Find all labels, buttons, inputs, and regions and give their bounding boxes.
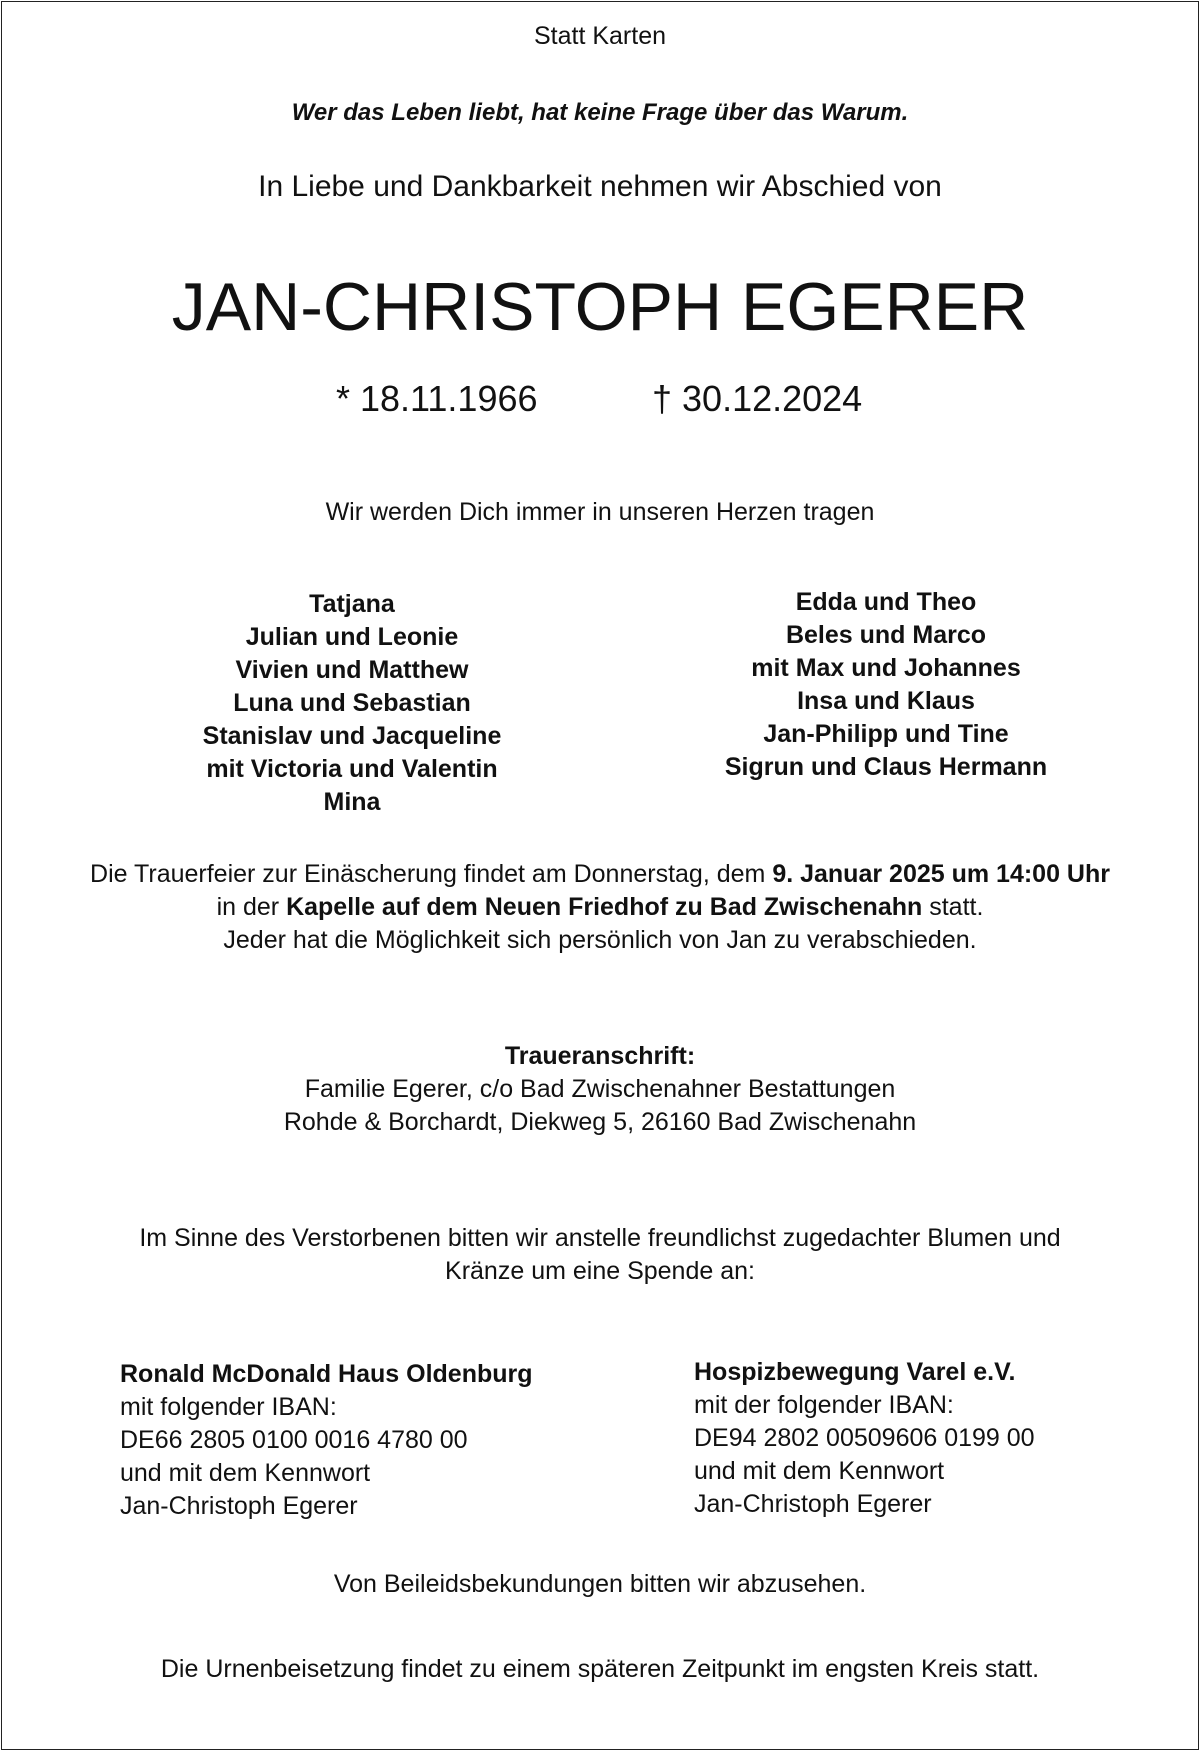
intro-text: In Liebe und Dankbarkeit nehmen wir Abschied von — [258, 170, 942, 203]
donation-line: Kränze um eine Spende an: — [445, 1257, 755, 1285]
donation-org: Hospizbewegung Varel e.V. — [694, 1358, 1016, 1386]
mourners-right — [686, 586, 1086, 784]
donation-recipient-right — [694, 1356, 1035, 1521]
ceremony-info — [0, 858, 1200, 957]
mourner-name: Insa und Klaus — [797, 687, 975, 715]
iban-number: DE94 2802 00509606 0199 00 — [694, 1424, 1035, 1452]
mourner-name: Vivien und Matthew — [235, 656, 469, 684]
mourner-name: mit Victoria und Valentin — [206, 755, 498, 783]
mourner-name: Luna und Sebastian — [233, 689, 471, 717]
address-line: Rohde & Borchardt, Diekweg 5, 26160 Bad Zwischenahn — [283, 1108, 917, 1136]
mourner-name: Mina — [323, 788, 381, 816]
mourner-name: Julian und Leonie — [245, 623, 459, 651]
mourner-name: mit Max und Johannes — [751, 654, 1021, 682]
mourner-name: Jan-Philipp und Tine — [763, 720, 1009, 748]
mourner-name: Tatjana — [309, 590, 395, 618]
mourner-name: Edda und Theo — [795, 588, 977, 616]
keyword: Jan-Christoph Egerer — [694, 1490, 932, 1518]
keyword-label: und mit dem Kennwort — [120, 1459, 371, 1487]
motto: Wer das Leben liebt, hat keine Frage über das Warum. — [291, 99, 909, 126]
urn-burial-note: Die Urnenbeisetzung findet zu einem späteren Zeitpunkt im engsten Kreis statt. — [160, 1655, 1040, 1683]
mourner-name: Stanislav und Jacqueline — [202, 722, 502, 750]
subline: Wir werden Dich immer in unseren Herzen tragen — [325, 498, 875, 526]
keyword: Jan-Christoph Egerer — [120, 1492, 358, 1520]
address-heading: Traueranschrift: — [504, 1042, 696, 1070]
ceremony-datetime: 9. Januar 2025 um 14:00 Uhr — [772, 860, 1110, 888]
iban-number: DE66 2805 0100 0016 4780 00 — [120, 1426, 468, 1454]
iban-label: mit folgender IBAN: — [120, 1393, 337, 1421]
deceased-name: JAN-CHRISTOPH EGERER — [171, 269, 1029, 345]
mourner-name: Sigrun und Claus Hermann — [724, 753, 1048, 781]
condolences-note: Von Beileidsbekundungen bitten wir abzusehen. — [333, 1570, 867, 1598]
ceremony-location: Kapelle auf dem Neuen Friedhof zu Bad Zwischenahn — [286, 893, 923, 921]
keyword-label: und mit dem Kennwort — [694, 1457, 945, 1485]
ceremony-line-1: Die Trauerfeier zur Einäscherung findet am Donnerstag, dem 9. Januar 2025 um 14:00 Uhr — [90, 860, 1110, 888]
mourner-name: Beles und Marco — [785, 621, 987, 649]
birth-date: * 18.11.1966 — [336, 378, 538, 419]
mourning-address — [0, 1040, 1200, 1139]
donation-line: Im Sinne des Verstorbenen bitten wir anstelle freundlichst zugedachter Blumen und — [139, 1224, 1061, 1252]
donation-recipient-left — [120, 1358, 533, 1523]
death-date: † 30.12.2024 — [652, 378, 863, 419]
iban-label: mit der folgender IBAN: — [694, 1391, 954, 1419]
donation-request — [0, 1222, 1200, 1288]
ceremony-line-2: in der Kapelle auf dem Neuen Friedhof zu Bad Zwischenahn statt. — [216, 893, 984, 921]
ceremony-line-3: Jeder hat die Möglichkeit sich persönlich von Jan zu verabschieden. — [223, 926, 977, 954]
mourners-left — [152, 588, 552, 819]
header-text: Statt Karten — [533, 22, 667, 50]
address-line: Familie Egerer, c/o Bad Zwischenahner Bestattungen — [304, 1075, 896, 1103]
donation-org: Ronald McDonald Haus Oldenburg — [120, 1360, 533, 1388]
